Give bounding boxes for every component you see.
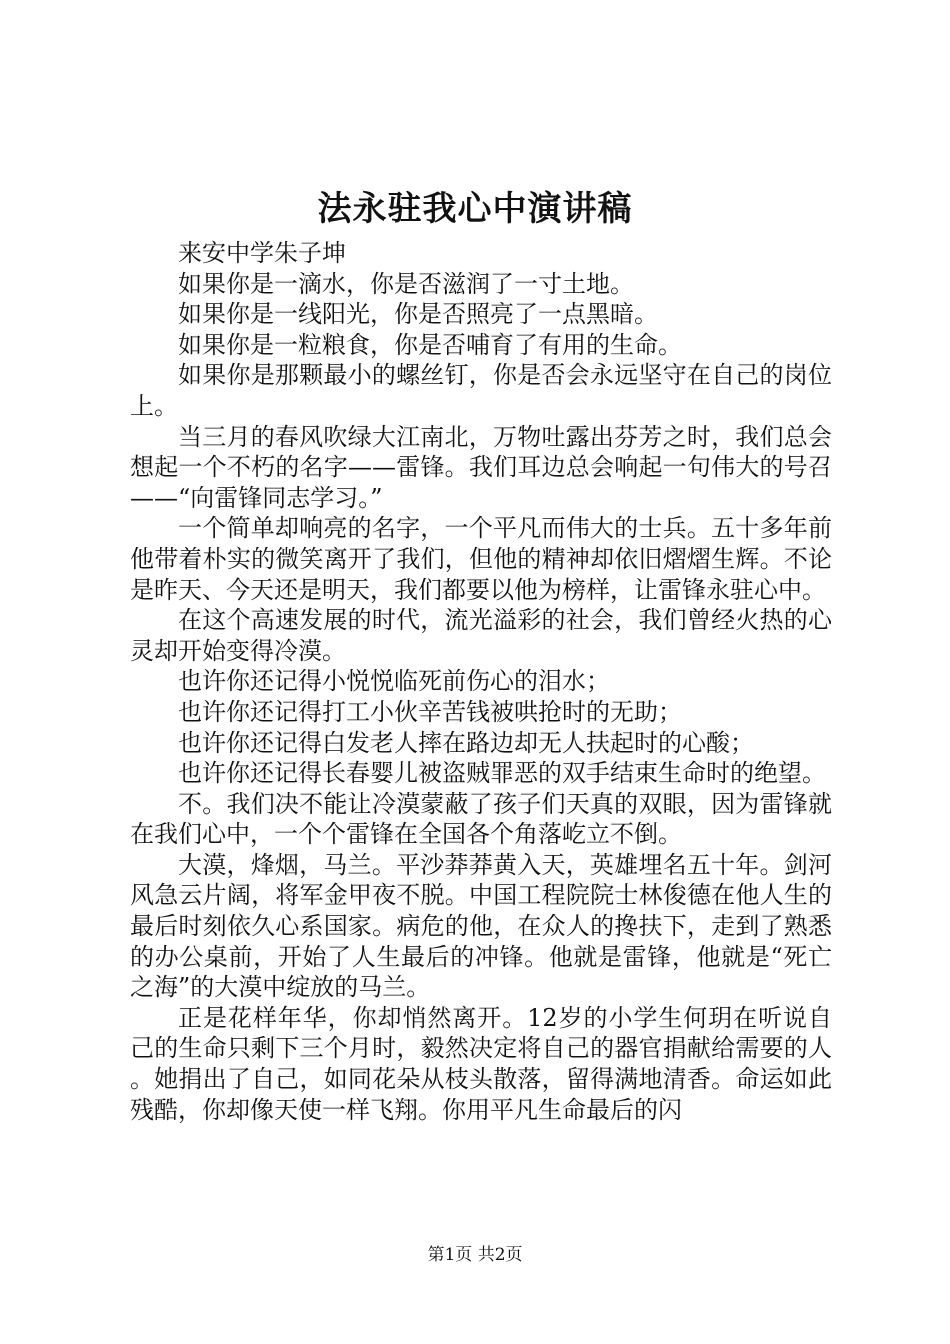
document-body xyxy=(130,238,832,1125)
paragraph: 也许你还记得长春婴儿被盗贼罪恶的双手结束生命时的绝望。 xyxy=(178,759,826,788)
paragraph: 如果你是一滴水，你是否滋润了一寸土地。 xyxy=(178,269,634,298)
paragraph: 大漠，烽烟，马兰。平沙莽莽黄入天，英雄埋名五十年。剑河风急云片阔，将军金甲夜不脱。中国工程院院士林俊德在他人生的最后时刻依久心系国家。病危的他，在众人的搀扶下，走到了熟悉的办公桌前，开始了人生最后的冲锋。他就是雷锋，他就是“死亡之海”的大漠中绽放的马兰。 xyxy=(130,850,832,1002)
paragraph: 一个简单却响亮的名字，一个平凡而伟大的士兵。五十多年前他带着朴实的微笑离开了我们，但他的精神却依旧熠熠生辉。不论是昨天、今天还是明天，我们都要以他为榜样，让雷锋永驻心中。 xyxy=(130,514,832,604)
paragraph: 也许你还记得打工小伙辛苦钱被哄抢时的无助； xyxy=(178,697,682,726)
paragraph: 也许你还记得白发老人摔在路边却无人扶起时的心酸； xyxy=(178,728,754,757)
paragraph: 当三月的春风吹绿大江南北，万物吐露出芬芳之时，我们总会想起一个不朽的名字——雷锋。我们耳边总会响起一句伟大的号召——“向雷锋同志学习。” xyxy=(130,422,832,512)
paragraph: 在这个高速发展的时代，流光溢彩的社会，我们曾经火热的心灵却开始变得冷漠。 xyxy=(130,606,832,665)
paragraph: 也许你还记得小悦悦临死前伤心的泪水； xyxy=(178,667,610,696)
paragraph: 正是花样年华，你却悄然离开。12岁的小学生何玥在听说自己的生命只剩下三个月时，毅然决定将自己的器官捐献给需要的人。她捐出了自己，如同花朵从枝头散落，留得满地清香。命运如此残酷，你却像天使一样飞翔。你用平凡生命最后的闪 xyxy=(130,1003,832,1124)
page-footer: 第1页 共2页 xyxy=(427,1245,523,1265)
paragraph: 不。我们决不能让冷漠蒙蔽了孩子们天真的双眼，因为雷锋就在我们心中，一个个雷锋在全国各个角落屹立不倒。 xyxy=(130,789,832,849)
paragraph: 如果你是一粒粮食，你是否哺育了有用的生命。 xyxy=(178,330,682,359)
author-line: 来安中学朱子坤 xyxy=(178,239,346,267)
document-title: 法永驻我心中演讲稿 xyxy=(317,189,633,229)
paragraph: 如果你是一线阳光，你是否照亮了一点黑暗。 xyxy=(178,300,658,329)
paragraph: 如果你是那颗最小的螺丝钉，你是否会永远坚守在自己的岗位上。 xyxy=(130,361,832,420)
